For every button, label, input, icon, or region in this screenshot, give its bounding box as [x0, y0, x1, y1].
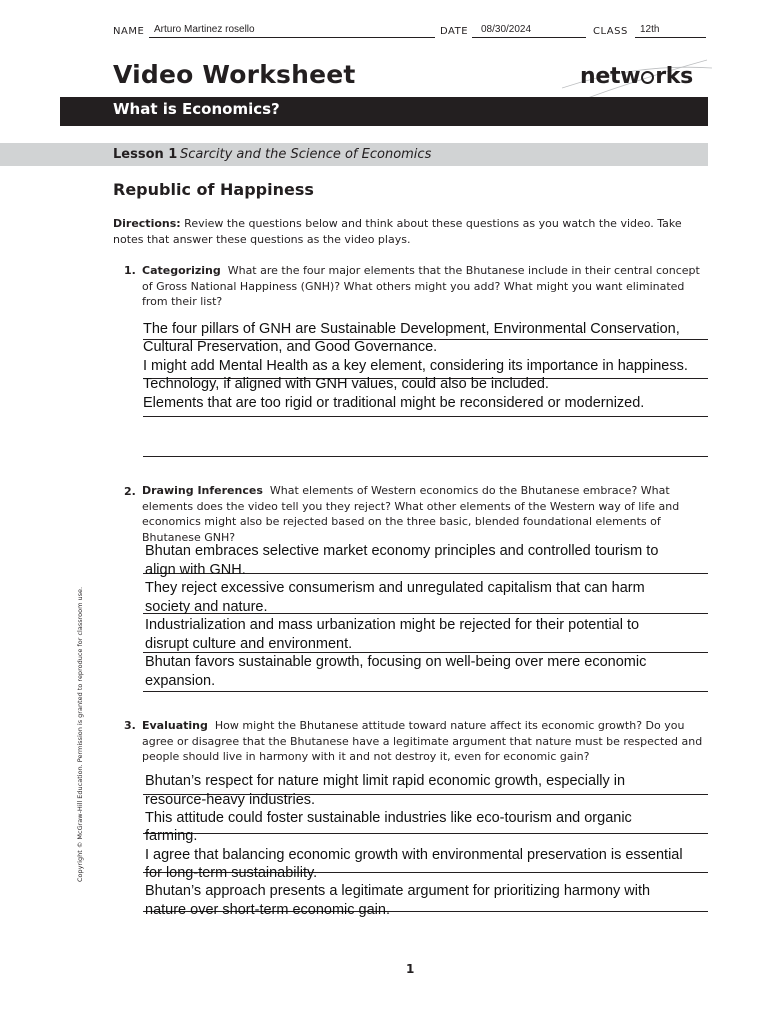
answer-text[interactable]: Industrialization and mass urbanization might be rejected for their potential to — [145, 617, 640, 633]
worksheet-title: Video Worksheet — [113, 60, 356, 89]
page-number: 1 — [406, 962, 415, 976]
question-1-skill: Categorizing — [142, 264, 221, 277]
section-title: Republic of Happiness — [113, 180, 314, 199]
question-3-skill: Evaluating — [142, 719, 208, 732]
question-1-text: What are the four major elements that the Bhutanese include in their central concept of Gross National Happiness (GNH)? What others might you add? What might you want eliminated from their list? — [142, 264, 700, 308]
directions — [113, 216, 709, 248]
answer-text[interactable]: Technology, if aligned with GNH values, could also be included. — [143, 376, 549, 392]
answer-text[interactable]: society and nature. — [145, 599, 268, 615]
name-line — [149, 37, 435, 38]
directions-text: Review the questions below and think about these questions as you watch the video. Take notes that answer these questions as the video plays. — [113, 217, 682, 246]
answer-text[interactable]: Elements that are too rigid or traditional might be reconsidered or modernized. — [143, 395, 645, 411]
answer-line — [143, 456, 708, 457]
question-2-number: 2. — [124, 485, 136, 498]
question-3-number: 3. — [124, 719, 136, 732]
date-label: DATE — [440, 26, 469, 37]
answer-text[interactable]: Cultural Preservation, and Good Governance. — [143, 339, 438, 355]
directions-label: Directions: — [113, 217, 181, 230]
answer-text[interactable]: I might add Mental Health as a key element, considering its importance in happiness. — [143, 358, 688, 374]
logo-o-icon — [641, 71, 654, 84]
answer-text[interactable]: expansion. — [145, 673, 216, 689]
lesson-label: Lesson 1 — [113, 147, 178, 162]
answer-text[interactable]: They reject excessive consumerism and unregulated capitalism that can harm — [145, 580, 645, 596]
networks-logo — [580, 64, 693, 89]
class-value[interactable]: 12th — [640, 24, 660, 35]
question-1-prompt — [142, 263, 708, 310]
copyright-notice: Copyright © McGraw-Hill Education. Permission is granted to reproduce for classroom use. — [76, 586, 84, 882]
lesson-name: Scarcity and the Science of Economics — [180, 147, 432, 162]
class-label: CLASS — [593, 26, 628, 37]
question-2-prompt — [142, 483, 708, 545]
answer-text[interactable]: resource-heavy industries. — [145, 792, 316, 808]
answer-text[interactable]: The four pillars of GNH are Sustainable Development, Environmental Conservation, — [143, 321, 680, 337]
answer-text[interactable]: I agree that balancing economic growth with environmental preservation is essential — [145, 847, 683, 863]
name-label: NAME — [113, 26, 145, 37]
date-value[interactable]: 08/30/2024 — [481, 24, 532, 35]
answer-text[interactable]: Bhutan’s approach presents a legitimate argument for prioritizing harmony with — [145, 883, 651, 899]
class-line — [635, 37, 706, 38]
date-line — [472, 37, 586, 38]
question-1-number: 1. — [124, 264, 136, 277]
answer-text[interactable]: nature over short-term economic gain. — [145, 902, 390, 918]
answer-text[interactable]: align with GNH. — [145, 562, 246, 578]
name-value[interactable]: Arturo Martinez rosello — [154, 24, 255, 35]
answer-line — [143, 691, 708, 692]
answer-text[interactable]: Bhutan favors sustainable growth, focusing on well-being over mere economic — [145, 654, 647, 670]
logo-text-end: rks — [655, 64, 693, 89]
logo-text-start: netw — [580, 64, 641, 89]
answer-text[interactable]: This attitude could foster sustainable industries like eco-tourism and organic — [145, 810, 632, 826]
question-2-skill: Drawing Inferences — [142, 484, 263, 497]
answer-text[interactable]: Bhutan’s respect for nature might limit rapid economic growth, especially in — [145, 773, 626, 789]
question-3-prompt — [142, 718, 708, 765]
question-3-text: How might the Bhutanese attitude toward nature affect its economic growth? Do you agree or disagree that the Bhutanese have a legitimate argument that nature must be respected and people should live in harmony with it and not destroy it, even for economic gain? — [142, 719, 703, 763]
answer-text[interactable]: for long-term sustainability. — [145, 865, 318, 881]
answer-line — [143, 833, 708, 834]
question-2-text: What elements of Western economics do the Bhutanese embrace? What elements does the video tell you they reject? What other elements of the Western way of life and economics might also be rejected based on the three basic, blended foundational elements of Bhutanese GNH? — [142, 484, 680, 544]
subtitle: What is Economics? — [113, 100, 280, 118]
answer-text[interactable]: farming. — [145, 828, 198, 844]
answer-line — [143, 416, 708, 417]
answer-text[interactable]: Bhutan embraces selective market economy principles and controlled tourism to — [145, 543, 659, 559]
answer-text[interactable]: disrupt culture and environment. — [145, 636, 353, 652]
